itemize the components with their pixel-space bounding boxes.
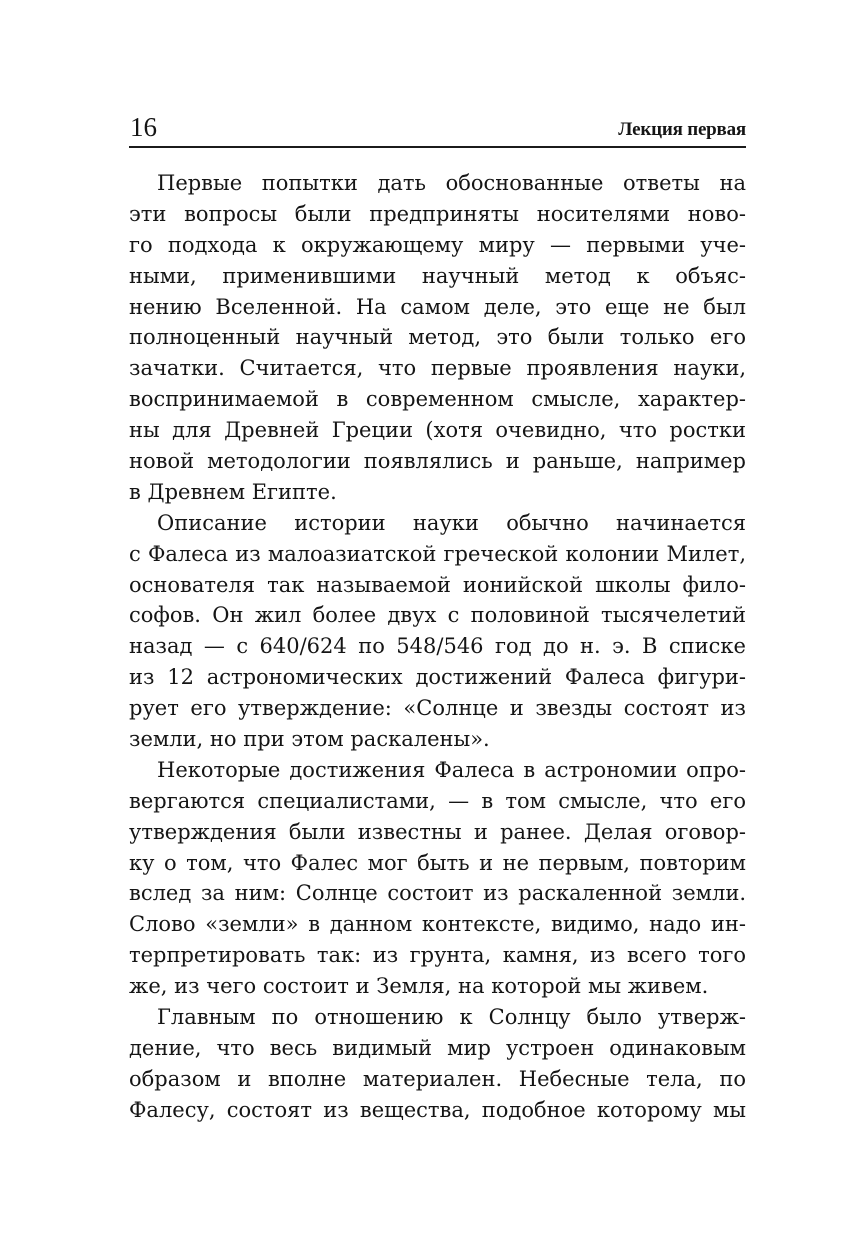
text-line: Первые попытки дать обоснованные ответы на <box>157 171 746 195</box>
text-line: Описание истории науки обычно начинается <box>157 510 746 535</box>
text-line: го подхода к окружающему миру — первыми уче- <box>129 232 746 257</box>
text-line: вергаются специалистами, — в том смысле, что его <box>129 788 746 813</box>
text-line: нению Вселенной. На самом деле, это еще не был <box>129 294 746 319</box>
text-line: в Древнем Египте. <box>129 479 337 504</box>
text-line: основателя так называемой ионийской школы фило- <box>129 572 746 597</box>
text-line: же, из чего состоит и Земля, на которой мы живем. <box>129 974 709 999</box>
text-line: Фалесу, состоят из вещества, подобное которому мы <box>129 1097 746 1122</box>
text-line: земли, но при этом раскалены». <box>129 727 490 752</box>
text-line: новой методологии появлялись и раньше, например <box>129 449 746 474</box>
paragraph-2 <box>129 508 746 755</box>
text-line: терпретировать так: из грунта, камня, из всего того <box>129 943 746 968</box>
text-line: софов. Он жил более двух с половиной тысячелетий <box>129 603 746 628</box>
text-line: назад — с 640/624 по 548/546 год до н. э. В списке <box>129 634 746 659</box>
text-line: вслед за ним: Солнце состоит из раскаленной земли. <box>129 881 746 906</box>
text-line: рует его утверждение: «Солнце и звезды состоят из <box>129 696 746 721</box>
text-line: воспринимаемой в современном смысле, характер- <box>129 387 746 412</box>
text-line: ными, применившими научный метод к объяс- <box>129 263 746 288</box>
text-line: ку о том, что Фалес мог быть и не первым, повторим <box>129 850 746 875</box>
page-number: 16 <box>130 112 157 142</box>
text-line: Слово «земли» в данном контексте, видимо, надо ин- <box>129 912 746 937</box>
text-line: ны для Древней Греции (хотя очевидно, что ростки <box>129 418 746 443</box>
running-title: Лекция первая <box>618 119 746 140</box>
text-line: дение, что весь видимый мир устроен одинаковым <box>129 1035 746 1060</box>
text-line: Некоторые достижения Фалеса в астрономии опро- <box>157 757 746 782</box>
paragraph-3 <box>129 755 746 1002</box>
text-line: утверждения были известны и ранее. Делая оговор- <box>129 819 746 844</box>
text-line: с Фалеса из малоазиатской греческой колонии Милет, <box>129 541 746 566</box>
text-line: эти вопросы были предприняты носителями ново- <box>129 201 746 226</box>
text-line: полноценный научный метод, это были только его <box>129 325 746 350</box>
paragraph-1 <box>129 168 746 508</box>
text-line: зачатки. Считается, что первые проявления науки, <box>129 356 746 381</box>
text-line: из 12 астрономических достижений Фалеса фигури- <box>129 665 746 690</box>
book-page <box>129 108 746 1126</box>
body-text <box>129 168 746 1126</box>
text-line: Главным по отношению к Солнцу было утверж- <box>157 1005 746 1030</box>
paragraph-4 <box>129 1002 746 1126</box>
page-header <box>129 108 746 148</box>
text-line: образом и вполне материален. Небесные тела, по <box>129 1066 746 1091</box>
